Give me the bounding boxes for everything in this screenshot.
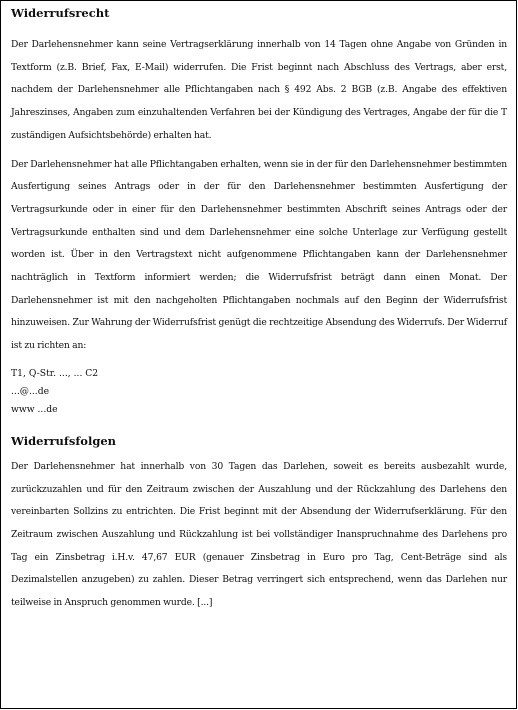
address-line-web: www ...de [11, 403, 58, 415]
paragraph-widerrufsfolgen: Der Darlehensnehmer hat innerhalb von 30 Tagen das Darlehen, soweit es bereits ausbezahlt wurde, zurückzuzahlen und für den Zeitraum zwischen der Auszahlung und der Rückzahlung des Darlehens den vereinbarten Sollzins zu entrichten. Die Frist beginnt mit der Absendung der Widerrufserklärung. Für den Zeitraum zwischen Auszahlung und Rückzahlung ist bei vollständiger Inanspruchnahme des Darlehens pro Tag ein Zinsbetrag i.H.v. 47,67 EUR (genauer Zinsbetrag in Euro pro Tag, Cent-Beträge sind als Dezimalstellen anzugeben) zu zahlen. Dieser Betrag verringert sich entsprechend, wenn das Darlehen nur teilweise in Anspruch genommen wurde. [...] [11, 460, 507, 609]
paragraph-pflichtangaben: Der Darlehensnehmer hat alle Pflichtangaben erhalten, wenn sie in der für den Darlehensnehmer bestimmten Ausfertigung seines Antrags oder in der für den Darlehensnehmer bestimmten Ausfertigung der Vertragsurkunde oder in einer für den Darlehensnehmer bestimmten Abschrift seines Antrags oder der Vertragsurkunde enthalten sind und dem Darlehensnehmer eine solche Unterlage zur Verfügung gestellt worden ist. Über in den Vertragstext nicht aufgenommene Pflichtangaben kann der Darlehensnehmer nachträglich in Textform informiert werden; die Widerrufsfrist beträgt dann einen Monat. Der Darlehensnehmer ist mit den nachgeholten Pflichtangaben nochmals auf den Beginn der Widerrufsfrist hinzuweisen. Zur Wahrung der Widerrufsfrist genügt die rechtzeitige Absendung des Widerrufs. Der Widerruf ist zu richten an: [11, 158, 507, 352]
paragraph-widerruf-frist: Der Darlehensnehmer kann seine Vertragserklärung innerhalb von 14 Tagen ohne Angabe von Gründen in Textform (z.B. Brief, Fax, E-Mail) widerrufen. Die Frist beginnt nach Abschluss des Vertrags, aber erst, nachdem der Darlehensnehmer alle Pflichtangaben nach § 492 Abs. 2 BGB (z.B. Angabe des effektiven Jahreszinses, Angaben zum einzuhaltenden Verfahren bei der Kündigung des Vertrages, Angabe der für die T zuständigen Aufsichtsbehörde) erhalten hat. [11, 39, 507, 141]
address-block [11, 365, 507, 419]
heading-widerrufsfolgen: Widerrufsfolgen [11, 433, 117, 448]
address-line-street: T1, Q-Str. ..., ... C2 [11, 367, 99, 379]
address-line-email: ...@...de [11, 385, 50, 397]
heading-widerrufsrecht: Widerrufsrecht [11, 6, 110, 20]
